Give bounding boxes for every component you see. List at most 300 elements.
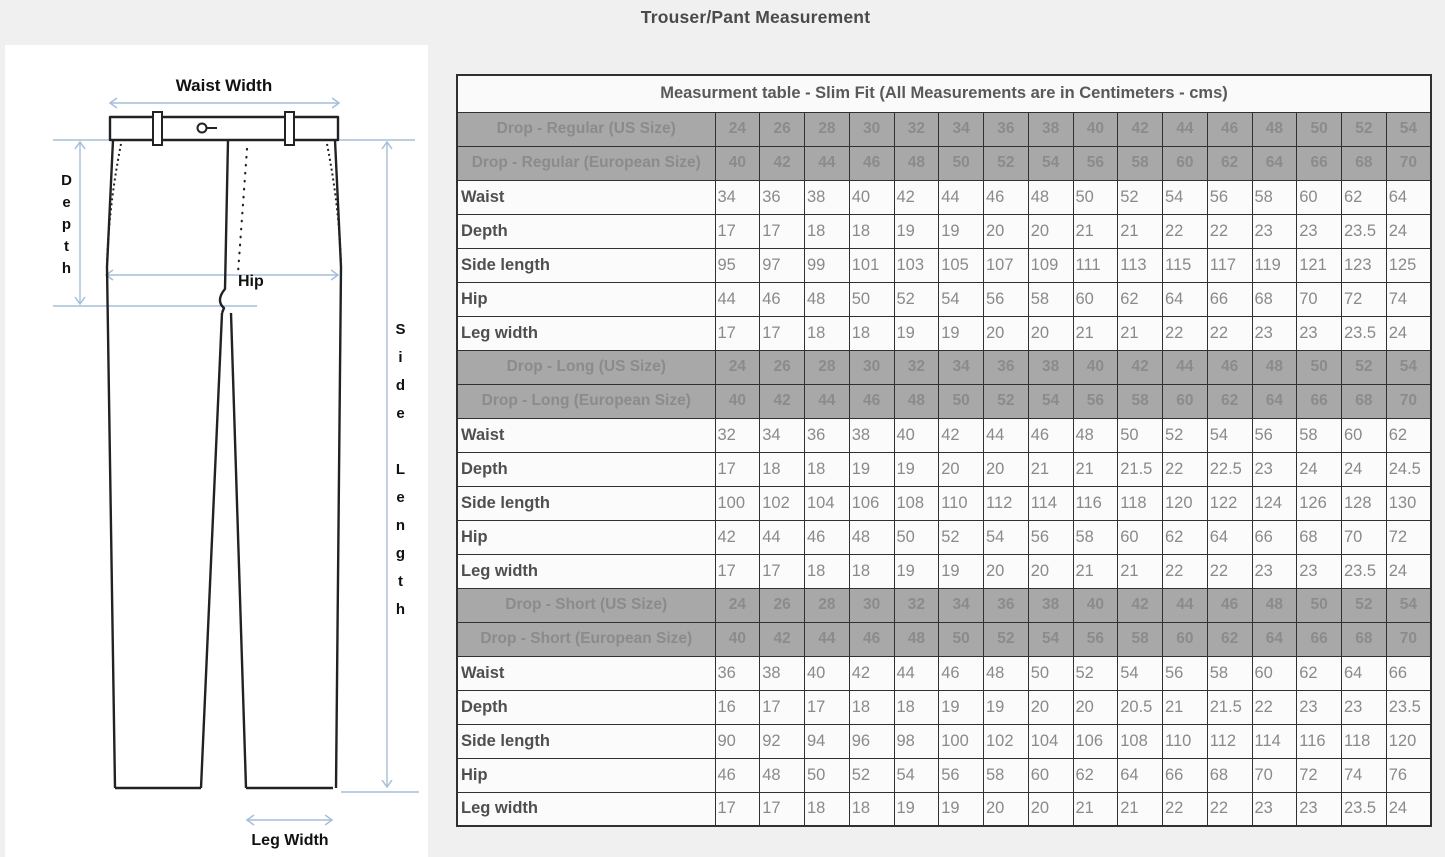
value-cell: 48 [760, 758, 805, 792]
right-inner-seam [231, 313, 246, 788]
value-cell: 17 [715, 316, 760, 350]
value-cell: 70 [1342, 520, 1387, 554]
value-cell: 18 [849, 792, 894, 826]
value-cell: 114 [1252, 724, 1297, 758]
size-cell: 30 [849, 588, 894, 622]
measurement-row [457, 690, 1431, 724]
size-cell: 46 [1207, 350, 1252, 384]
value-cell: 116 [1073, 486, 1118, 520]
value-cell: 23.5 [1342, 792, 1387, 826]
value-cell: 110 [1163, 724, 1208, 758]
drop-header-label: Drop - Regular (US Size) [457, 112, 715, 146]
value-cell: 101 [849, 248, 894, 282]
row-label: Hip [457, 520, 715, 554]
size-cell: 38 [1028, 350, 1073, 384]
value-cell: 23.5 [1342, 316, 1387, 350]
size-cell: 58 [1118, 384, 1163, 418]
waistband [110, 117, 338, 140]
value-cell: 64 [1342, 656, 1387, 690]
value-cell: 76 [1386, 758, 1431, 792]
size-cell: 50 [1297, 350, 1342, 384]
value-cell: 62 [1297, 656, 1342, 690]
measurement-row [457, 452, 1431, 486]
value-cell: 62 [1386, 418, 1431, 452]
measurement-row [457, 418, 1431, 452]
drop-header-label: Drop - Short (European Size) [457, 622, 715, 656]
value-cell: 20 [1028, 690, 1073, 724]
size-cell: 48 [1252, 588, 1297, 622]
row-label: Waist [457, 180, 715, 214]
value-cell: 22 [1207, 554, 1252, 588]
size-cell: 64 [1252, 622, 1297, 656]
size-cell: 44 [805, 146, 850, 180]
value-cell: 24 [1386, 214, 1431, 248]
size-cell: 44 [1163, 350, 1208, 384]
measurement-row [457, 316, 1431, 350]
value-cell: 20 [1028, 214, 1073, 248]
size-cell: 54 [1386, 112, 1431, 146]
value-cell: 19 [939, 316, 984, 350]
row-label: Hip [457, 758, 715, 792]
value-cell: 23 [1342, 690, 1387, 724]
value-cell: 56 [1252, 418, 1297, 452]
value-cell: 23 [1252, 452, 1297, 486]
value-cell: 44 [894, 656, 939, 690]
page-title: Trouser/Pant Measurement [640, 7, 871, 27]
value-cell: 58 [1252, 180, 1297, 214]
size-cell: 46 [849, 384, 894, 418]
measurement-row [457, 180, 1431, 214]
value-cell: 17 [715, 792, 760, 826]
value-cell: 21 [1073, 214, 1118, 248]
value-cell: 17 [760, 214, 805, 248]
size-cell: 44 [805, 384, 850, 418]
size-cell: 46 [1207, 112, 1252, 146]
value-cell: 34 [715, 180, 760, 214]
value-cell: 56 [1163, 656, 1208, 690]
value-cell: 128 [1342, 486, 1387, 520]
value-cell: 17 [715, 452, 760, 486]
size-cell: 36 [984, 112, 1029, 146]
value-cell: 22 [1207, 316, 1252, 350]
value-cell: 50 [1073, 180, 1118, 214]
value-cell: 112 [1207, 724, 1252, 758]
measurement-row [457, 486, 1431, 520]
value-cell: 17 [760, 316, 805, 350]
value-cell: 42 [715, 520, 760, 554]
value-cell: 24 [1386, 316, 1431, 350]
value-cell: 104 [1028, 724, 1073, 758]
value-cell: 18 [805, 554, 850, 588]
size-cell: 38 [1028, 588, 1073, 622]
value-cell: 48 [1073, 418, 1118, 452]
value-cell: 72 [1342, 282, 1387, 316]
value-cell: 68 [1207, 758, 1252, 792]
value-cell: 52 [1073, 656, 1118, 690]
size-cell: 42 [760, 384, 805, 418]
value-cell: 40 [805, 656, 850, 690]
value-cell: 122 [1207, 486, 1252, 520]
value-cell: 60 [1073, 282, 1118, 316]
value-cell: 44 [715, 282, 760, 316]
value-cell: 42 [939, 418, 984, 452]
size-cell: 34 [939, 350, 984, 384]
size-cell: 70 [1386, 384, 1431, 418]
size-cell: 44 [1163, 112, 1208, 146]
value-cell: 42 [849, 656, 894, 690]
size-cell: 42 [1118, 350, 1163, 384]
value-cell: 21 [1163, 690, 1208, 724]
value-cell: 18 [894, 690, 939, 724]
value-cell: 113 [1118, 248, 1163, 282]
value-cell: 60 [1118, 520, 1163, 554]
value-cell: 20 [984, 316, 1029, 350]
size-cell: 46 [849, 622, 894, 656]
value-cell: 22.5 [1207, 452, 1252, 486]
value-cell: 23 [1297, 316, 1342, 350]
value-cell: 21 [1028, 452, 1073, 486]
value-cell: 112 [984, 486, 1029, 520]
value-cell: 66 [1163, 758, 1208, 792]
size-cell: 62 [1207, 146, 1252, 180]
size-cell: 66 [1297, 384, 1342, 418]
value-cell: 106 [849, 486, 894, 520]
value-cell: 20 [984, 792, 1029, 826]
size-cell: 42 [760, 146, 805, 180]
value-cell: 20 [984, 452, 1029, 486]
value-cell: 72 [1297, 758, 1342, 792]
value-cell: 56 [939, 758, 984, 792]
row-label: Side length [457, 486, 715, 520]
size-cell: 44 [1163, 588, 1208, 622]
measurement-table [456, 74, 1432, 827]
size-cell: 24 [715, 588, 760, 622]
size-cell: 48 [1252, 112, 1297, 146]
value-cell: 42 [894, 180, 939, 214]
value-cell: 16 [715, 690, 760, 724]
value-cell: 19 [894, 214, 939, 248]
size-cell: 28 [805, 112, 850, 146]
value-cell: 52 [849, 758, 894, 792]
value-cell: 23.5 [1386, 690, 1431, 724]
depth-label: Depth [58, 172, 75, 282]
size-cell: 54 [1386, 350, 1431, 384]
value-cell: 114 [1028, 486, 1073, 520]
value-cell: 50 [805, 758, 850, 792]
value-cell: 110 [939, 486, 984, 520]
belt-loop-right [285, 112, 294, 145]
value-cell: 60 [1297, 180, 1342, 214]
value-cell: 40 [849, 180, 894, 214]
value-cell: 21 [1118, 316, 1163, 350]
value-cell: 46 [760, 282, 805, 316]
value-cell: 52 [1163, 418, 1208, 452]
value-cell: 50 [1028, 656, 1073, 690]
size-cell: 66 [1297, 622, 1342, 656]
size-cell: 50 [939, 622, 984, 656]
right-side-seam [335, 140, 341, 788]
value-cell: 48 [1028, 180, 1073, 214]
value-cell: 66 [1386, 656, 1431, 690]
value-cell: 44 [760, 520, 805, 554]
size-cell: 64 [1252, 146, 1297, 180]
value-cell: 95 [715, 248, 760, 282]
value-cell: 23 [1252, 554, 1297, 588]
value-cell: 54 [1118, 656, 1163, 690]
value-cell: 60 [1252, 656, 1297, 690]
size-cell: 24 [715, 350, 760, 384]
measurement-row [457, 248, 1431, 282]
value-cell: 22 [1163, 214, 1208, 248]
value-cell: 20 [984, 554, 1029, 588]
value-cell: 119 [1252, 248, 1297, 282]
value-cell: 22 [1163, 554, 1208, 588]
value-cell: 103 [894, 248, 939, 282]
size-cell: 30 [849, 350, 894, 384]
row-label: Side length [457, 248, 715, 282]
size-cell: 52 [984, 146, 1029, 180]
value-cell: 62 [1342, 180, 1387, 214]
value-cell: 17 [715, 554, 760, 588]
value-cell: 38 [849, 418, 894, 452]
row-label: Waist [457, 418, 715, 452]
value-cell: 62 [1163, 520, 1208, 554]
size-cell: 48 [894, 622, 939, 656]
value-cell: 48 [849, 520, 894, 554]
hip-label: Hip [238, 273, 264, 290]
value-cell: 19 [939, 554, 984, 588]
value-cell: 99 [805, 248, 850, 282]
value-cell: 18 [849, 214, 894, 248]
value-cell: 23 [1297, 554, 1342, 588]
value-cell: 54 [1163, 180, 1208, 214]
value-cell: 123 [1342, 248, 1387, 282]
value-cell: 124 [1252, 486, 1297, 520]
value-cell: 125 [1386, 248, 1431, 282]
size-cell: 50 [1297, 588, 1342, 622]
value-cell: 70 [1297, 282, 1342, 316]
value-cell: 58 [1028, 282, 1073, 316]
value-cell: 19 [939, 792, 984, 826]
value-cell: 58 [1297, 418, 1342, 452]
trouser-line-drawing [5, 45, 428, 857]
value-cell: 52 [894, 282, 939, 316]
drop-header-label: Drop - Long (European Size) [457, 384, 715, 418]
size-cell: 54 [1028, 622, 1073, 656]
value-cell: 23.5 [1342, 214, 1387, 248]
trouser-diagram-panel [5, 45, 428, 857]
size-cell: 28 [805, 350, 850, 384]
value-cell: 48 [805, 282, 850, 316]
fly-stitch-dots [238, 149, 247, 273]
value-cell: 46 [1028, 418, 1073, 452]
value-cell: 102 [984, 724, 1029, 758]
value-cell: 56 [1028, 520, 1073, 554]
value-cell: 17 [760, 792, 805, 826]
value-cell: 32 [715, 418, 760, 452]
size-cell: 36 [984, 350, 1029, 384]
size-cell: 56 [1073, 146, 1118, 180]
row-label: Waist [457, 656, 715, 690]
value-cell: 118 [1342, 724, 1387, 758]
value-cell: 56 [984, 282, 1029, 316]
value-cell: 18 [849, 554, 894, 588]
value-cell: 121 [1297, 248, 1342, 282]
size-cell: 42 [1118, 588, 1163, 622]
value-cell: 19 [894, 316, 939, 350]
size-cell: 64 [1252, 384, 1297, 418]
table-title: Measurment table - Slim Fit (All Measurements are in Centimeters - cms) [457, 75, 1431, 112]
value-cell: 18 [805, 316, 850, 350]
row-label: Hip [457, 282, 715, 316]
waist-width-label: Waist Width [175, 76, 273, 95]
value-cell: 19 [894, 792, 939, 826]
value-cell: 21.5 [1118, 452, 1163, 486]
value-cell: 62 [1118, 282, 1163, 316]
value-cell: 115 [1163, 248, 1208, 282]
value-cell: 102 [760, 486, 805, 520]
size-cell: 30 [849, 112, 894, 146]
size-cell: 62 [1207, 622, 1252, 656]
value-cell: 104 [805, 486, 850, 520]
size-cell: 26 [760, 350, 805, 384]
value-cell: 106 [1073, 724, 1118, 758]
size-cell: 40 [1073, 350, 1118, 384]
value-cell: 54 [939, 282, 984, 316]
size-cell: 34 [939, 112, 984, 146]
value-cell: 109 [1028, 248, 1073, 282]
row-label: Leg width [457, 316, 715, 350]
size-cell: 52 [984, 622, 1029, 656]
value-cell: 20 [1028, 792, 1073, 826]
value-cell: 23 [1252, 792, 1297, 826]
value-cell: 21.5 [1207, 690, 1252, 724]
value-cell: 48 [984, 656, 1029, 690]
value-cell: 19 [894, 452, 939, 486]
value-cell: 64 [1207, 520, 1252, 554]
value-cell: 74 [1342, 758, 1387, 792]
row-label: Depth [457, 214, 715, 248]
value-cell: 18 [849, 690, 894, 724]
row-label: Leg width [457, 792, 715, 826]
value-cell: 52 [1118, 180, 1163, 214]
side-length-label: Side Length [392, 321, 409, 629]
value-cell: 24 [1297, 452, 1342, 486]
value-cell: 24.5 [1386, 452, 1431, 486]
measurement-row [457, 656, 1431, 690]
value-cell: 64 [1118, 758, 1163, 792]
value-cell: 126 [1297, 486, 1342, 520]
value-cell: 21 [1073, 452, 1118, 486]
value-cell: 19 [849, 452, 894, 486]
size-cell: 58 [1118, 622, 1163, 656]
value-cell: 70 [1252, 758, 1297, 792]
value-cell: 108 [1118, 724, 1163, 758]
value-cell: 21 [1073, 316, 1118, 350]
section-1-eu-size-header-row [457, 384, 1431, 418]
value-cell: 22 [1163, 452, 1208, 486]
trouser-outline [107, 112, 341, 788]
value-cell: 20 [1028, 554, 1073, 588]
value-cell: 96 [849, 724, 894, 758]
size-cell: 40 [1073, 112, 1118, 146]
value-cell: 18 [805, 792, 850, 826]
size-cell: 46 [1207, 588, 1252, 622]
value-cell: 18 [849, 316, 894, 350]
value-cell: 21 [1118, 214, 1163, 248]
measurement-row [457, 554, 1431, 588]
value-cell: 17 [715, 214, 760, 248]
value-cell: 44 [984, 418, 1029, 452]
row-label: Leg width [457, 554, 715, 588]
value-cell: 50 [849, 282, 894, 316]
size-cell: 52 [984, 384, 1029, 418]
value-cell: 90 [715, 724, 760, 758]
value-cell: 56 [1207, 180, 1252, 214]
value-cell: 20 [1028, 316, 1073, 350]
value-cell: 72 [1386, 520, 1431, 554]
drop-header-label: Drop - Regular (European Size) [457, 146, 715, 180]
size-cell: 70 [1386, 146, 1431, 180]
size-cell: 52 [1342, 112, 1387, 146]
value-cell: 62 [1073, 758, 1118, 792]
value-cell: 92 [760, 724, 805, 758]
size-cell: 40 [1073, 588, 1118, 622]
row-label: Depth [457, 690, 715, 724]
size-cell: 36 [984, 588, 1029, 622]
value-cell: 58 [1207, 656, 1252, 690]
left-side-seam [107, 140, 115, 788]
measurement-row [457, 282, 1431, 316]
value-cell: 105 [939, 248, 984, 282]
size-cell: 42 [1118, 112, 1163, 146]
value-cell: 40 [894, 418, 939, 452]
value-cell: 18 [805, 214, 850, 248]
size-cell: 32 [894, 588, 939, 622]
value-cell: 19 [939, 690, 984, 724]
button [198, 124, 207, 133]
value-cell: 117 [1207, 248, 1252, 282]
size-cell: 52 [1342, 588, 1387, 622]
size-cell: 70 [1386, 622, 1431, 656]
value-cell: 36 [760, 180, 805, 214]
value-cell: 116 [1297, 724, 1342, 758]
size-cell: 40 [715, 622, 760, 656]
fly-line [220, 140, 228, 313]
leg-width-label: Leg Width [251, 832, 329, 849]
value-cell: 22 [1207, 214, 1252, 248]
value-cell: 19 [894, 554, 939, 588]
value-cell: 20 [1073, 690, 1118, 724]
value-cell: 68 [1252, 282, 1297, 316]
size-cell: 26 [760, 588, 805, 622]
value-cell: 20 [939, 452, 984, 486]
value-cell: 66 [1252, 520, 1297, 554]
size-cell: 48 [894, 384, 939, 418]
value-cell: 111 [1073, 248, 1118, 282]
value-cell: 46 [939, 656, 984, 690]
value-cell: 24 [1386, 554, 1431, 588]
measurement-row [457, 520, 1431, 554]
value-cell: 23 [1252, 214, 1297, 248]
row-label: Depth [457, 452, 715, 486]
value-cell: 38 [760, 656, 805, 690]
size-cell: 54 [1028, 146, 1073, 180]
value-cell: 130 [1386, 486, 1431, 520]
value-cell: 64 [1386, 180, 1431, 214]
size-cell: 48 [1252, 350, 1297, 384]
value-cell: 21 [1073, 554, 1118, 588]
